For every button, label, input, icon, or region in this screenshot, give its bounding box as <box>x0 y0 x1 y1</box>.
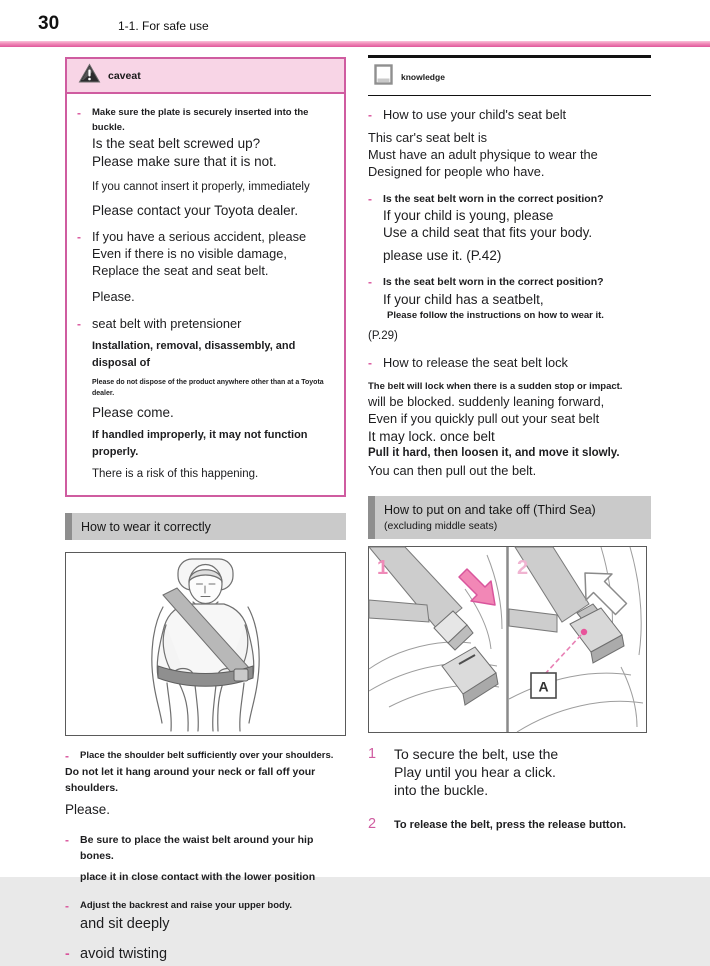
caution-line: Make sure the plate is securely inserted into the buckle. <box>92 107 309 134</box>
answer-line: Use a child seat that fits your body. <box>383 225 593 241</box>
paragraph-line: It may lock. once belt <box>368 428 495 444</box>
caution-line: If handled improperly, it may not function properly. <box>92 428 308 458</box>
caution-line: If you have a serious accident, please <box>92 229 307 245</box>
paragraph-line: will be blocked. suddenly leaning forward, <box>368 393 605 409</box>
panel-label-1: 1 <box>377 556 389 579</box>
note-line: Adjust the backrest and raise your upper body. <box>80 900 293 912</box>
answer-line: If your child is young, please <box>383 207 554 223</box>
note-line: place it in close contact with the lower position <box>80 871 316 884</box>
note-line: Place the shoulder belt sufficiently over your shoulders. <box>80 750 334 762</box>
caution-line: Is the seat belt screwed up? <box>92 136 261 152</box>
caution-line: Replace the seat and seat belt. <box>92 263 269 279</box>
list-item <box>368 274 651 345</box>
step-number: 2 <box>368 816 377 833</box>
person-seatbelt-illustration <box>66 553 345 735</box>
caution-box <box>65 57 346 497</box>
caution-line: Installation, removal, disassembly, and disposal of <box>92 339 296 369</box>
note-line: and sit deeply <box>80 915 170 932</box>
bullet-dash: - <box>368 275 372 290</box>
note-page-icon <box>374 64 393 90</box>
right-column <box>368 55 651 848</box>
bullet-dash: - <box>65 832 69 847</box>
paragraph-line: Designed for people who have. <box>368 163 545 179</box>
bullet-dash: - <box>368 191 372 206</box>
seatbelt-wearing-figure <box>65 552 346 736</box>
caution-line: Please make sure that it is not. <box>92 153 277 169</box>
caution-line: Please come. <box>92 405 174 421</box>
buckle-label-a: A <box>538 678 549 695</box>
caution-body <box>67 94 344 495</box>
paragraph-line: This car's seat belt is <box>368 129 488 145</box>
bullet-dash: - <box>77 230 81 245</box>
bullet-dash: - <box>65 944 70 961</box>
list-item <box>368 191 651 265</box>
bullet-dash: - <box>65 749 69 764</box>
knowledge-title: knowledge <box>401 72 445 82</box>
list-item <box>65 944 346 964</box>
step-line: To secure the belt, use the <box>394 745 559 762</box>
section-title: How to put on and take off (Third Sea) <box>384 502 596 517</box>
panel-label-2: 2 <box>517 556 529 579</box>
list-item <box>77 316 336 483</box>
left-column <box>65 57 346 966</box>
note-line: Be sure to place the waist belt around your hip bones. <box>80 833 314 862</box>
note-line: Please. <box>65 802 111 818</box>
caution-line: seat belt with pretensioner <box>92 315 242 331</box>
paragraph-line: The belt will lock when there is a sudden stop or impact. <box>368 380 623 392</box>
caution-header <box>67 59 344 94</box>
section-header-putoff <box>368 496 651 539</box>
warning-triangle-icon <box>79 64 100 88</box>
step-line: To release the belt, press the release button. <box>394 819 627 832</box>
step-number: 1 <box>368 745 377 762</box>
buckle-steps-illustration <box>369 547 646 732</box>
section-title: How to wear it correctly <box>81 520 211 535</box>
list-item <box>368 107 651 124</box>
note-line: Do not let it hang around your neck or fall off your shoulders. <box>65 765 316 794</box>
bullet-dash: - <box>77 316 81 331</box>
list-item <box>65 748 346 818</box>
list-item <box>368 355 651 372</box>
section-header-wear <box>65 513 346 540</box>
caution-line: Please. <box>92 288 135 304</box>
list-item <box>65 832 346 886</box>
bullet-dash: - <box>368 108 372 122</box>
bullet-dash: - <box>77 106 81 120</box>
page-number: 30 <box>38 13 60 34</box>
knowledge-heading: How to release the seat belt lock <box>383 354 568 370</box>
caution-line: There is a risk of this happening. <box>92 467 259 480</box>
paragraph-line: Even if you quickly pull out your seat belt <box>368 410 600 426</box>
answer-line: Please follow the instructions on how to wear it. <box>387 310 604 322</box>
note-line: avoid twisting <box>80 945 168 962</box>
caution-line: Even if there is no visible damage, <box>92 246 287 262</box>
section-subtitle: (excluding middle seats) <box>384 520 498 533</box>
caution-line: If you cannot insert it properly, immediately <box>92 181 310 194</box>
knowledge-heading: How to use your child's seat belt <box>383 107 567 122</box>
list-item <box>77 229 336 306</box>
knowledge-header <box>368 55 651 96</box>
paragraph-line: Must have an adult physique to wear the <box>368 146 598 162</box>
answer-line: If your child has a seatbelt, <box>383 291 544 307</box>
paragraph-line: Pull it hard, then loosen it, and move it slowly. <box>368 447 620 460</box>
caution-line: Please contact your Toyota dealer. <box>92 202 299 218</box>
answer-line: please use it. (P.42) <box>383 247 502 263</box>
question-line: Is the seat belt worn in the correct position? <box>383 276 604 289</box>
buckle-release-figure <box>368 546 647 733</box>
bullet-dash: - <box>65 899 69 914</box>
paragraph-line: You can then pull out the belt. <box>368 462 537 478</box>
list-item <box>77 105 336 219</box>
breadcrumb: 1-1. For safe use <box>118 19 209 33</box>
bullet-dash: - <box>368 355 372 370</box>
answer-line: (P.29) <box>368 330 398 343</box>
step-line: into the buckle. <box>394 782 489 799</box>
step-item <box>368 745 651 800</box>
caution-line: Please do not dispose of the product anywhere other than at a Toyota dealer. <box>92 378 324 397</box>
caution-title: caveat <box>108 70 141 82</box>
step-line: Play until you hear a click. <box>394 763 556 780</box>
step-item <box>368 815 651 834</box>
header-rule <box>0 41 710 47</box>
list-item <box>65 898 346 933</box>
question-line: Is the seat belt worn in the correct position? <box>383 192 604 205</box>
